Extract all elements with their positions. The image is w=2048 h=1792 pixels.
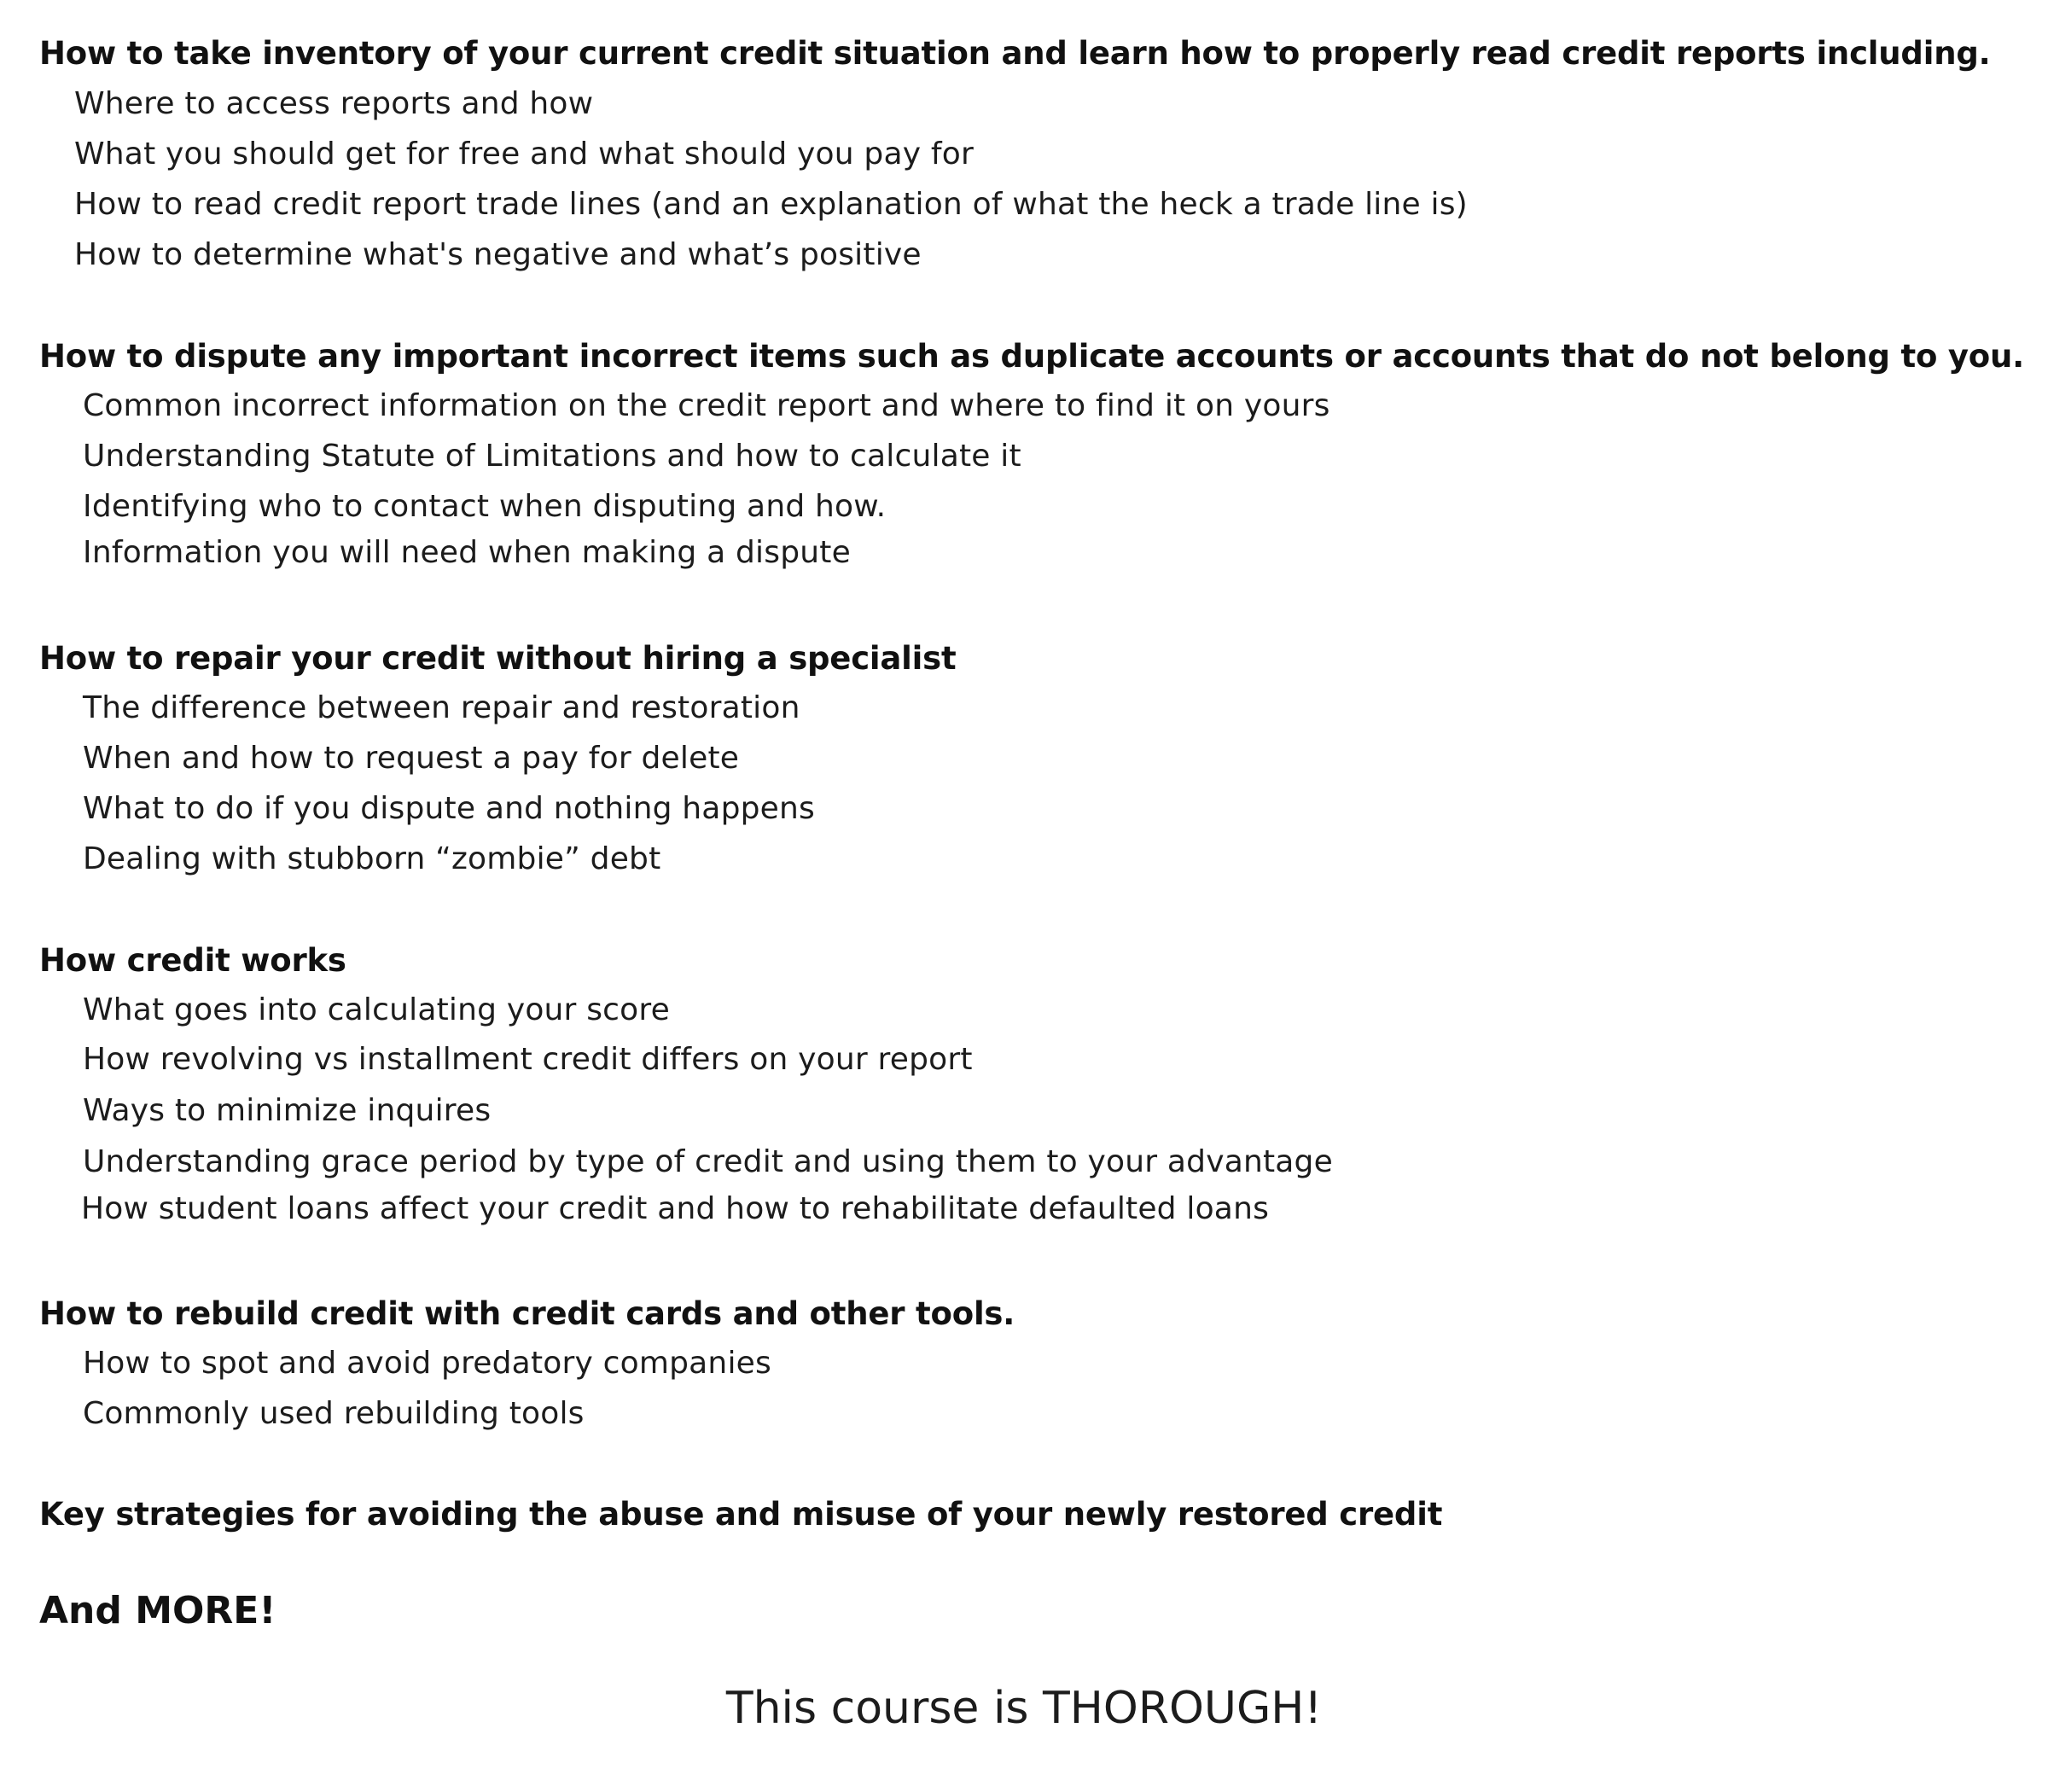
list-item: Ways to minimize inquires <box>83 1093 492 1128</box>
list-item: The difference between repair and restoration <box>83 690 800 725</box>
list-item: When and how to request a pay for delete <box>83 741 740 776</box>
section-heading-rebuild: How to rebuild credit with credit cards and other tools. <box>39 1295 1015 1332</box>
list-item: How to spot and avoid predatory companies <box>83 1346 771 1381</box>
section-heading-key-strategies: Key strategies for avoiding the abuse and misuse of your newly restored credit <box>39 1496 1443 1533</box>
list-item: Commonly used rebuilding tools <box>83 1396 585 1431</box>
list-item: Understanding grace period by type of credit and using them to your advantage <box>83 1144 1333 1179</box>
list-item: Information you will need when making a dispute <box>83 535 851 570</box>
list-item: How to read credit report trade lines (and an explanation of what the heck a trade line is) <box>74 187 1468 222</box>
list-item: Dealing with stubborn “zombie” debt <box>83 841 661 876</box>
section-heading-how-credit-works: How credit works <box>39 942 346 979</box>
section-heading-inventory: How to take inventory of your current credit situation and learn how to properly read credit reports including. <box>39 35 1991 72</box>
list-item: What you should get for free and what should you pay for <box>74 137 974 172</box>
list-item: How student loans affect your credit and how to rehabilitate defaulted loans <box>81 1191 1270 1226</box>
list-item: Understanding Statute of Limitations and how to calculate it <box>83 439 1021 474</box>
list-item: Where to access reports and how <box>74 86 594 121</box>
list-item: What goes into calculating your score <box>83 992 670 1027</box>
list-item: Identifying who to contact when disputing and how. <box>83 489 887 524</box>
section-heading-repair: How to repair your credit without hiring a specialist <box>39 640 957 677</box>
list-item: How revolving vs installment credit differs on your report <box>83 1042 973 1077</box>
section-heading-dispute: How to dispute any important incorrect items such as duplicate accounts or accounts that do not belong to you. <box>39 338 2024 375</box>
and-more-callout: And MORE! <box>39 1589 276 1632</box>
closing-statement: This course is THOROUGH! <box>725 1683 1323 1734</box>
list-item: Common incorrect information on the credit report and where to find it on yours <box>83 388 1330 423</box>
list-item: How to determine what's negative and what’s positive <box>74 237 922 272</box>
list-item: What to do if you dispute and nothing happens <box>83 791 815 826</box>
